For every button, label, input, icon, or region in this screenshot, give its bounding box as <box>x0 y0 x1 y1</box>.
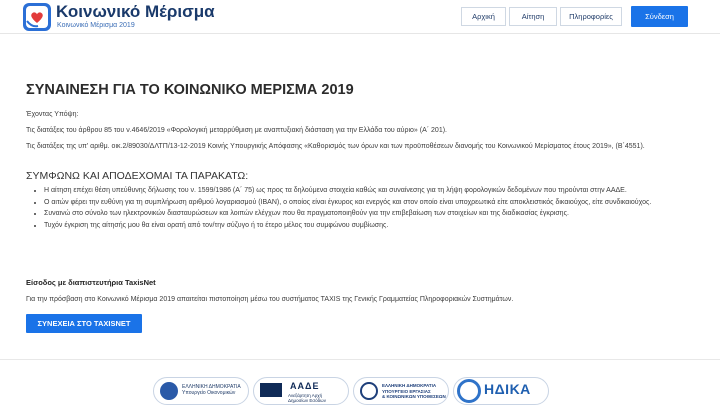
aade-sub-line1: Ανεξάρτητη Αρχή <box>288 393 323 398</box>
terms-list <box>26 186 694 232</box>
aade-mark-icon <box>260 383 282 397</box>
taxisnet-description: Για την πρόσβαση στο Κοινωνικό Μέρισμα 2019 απαιτείται πιστοποίηση μέσω του συστήματος TAXIS της Γενικής Γραμματείας Πληροφοριακών Συστημάτων. <box>26 296 514 303</box>
footer-divider <box>0 359 720 360</box>
continue-taxisnet-button[interactable]: ΣΥΝΕΧΕΙΑ ΣΤΟ TAXISNET <box>26 314 142 333</box>
logo1-line2: Υπουργείο Οικονομικών <box>182 390 236 396</box>
considering-label: Έχοντας Υπόψη: <box>26 111 79 118</box>
top-header <box>0 0 720 34</box>
terms-list-item: • Η αίτηση επέχει θέση υπεύθυνης δήλωσης του ν. 1599/1986 (Α΄ 75) ως προς τα δηλούμενα στοιχεία καθώς και συναίνεσης για τη λήψη φορολογικών δεδομένων που τηρούνται στην ΑΑΔΕ. <box>44 186 694 196</box>
ministry-finance-logo[interactable] <box>153 377 249 405</box>
logo1-line1: ΕΛΛΗΝΙΚΗ ΔΗΜΟΚΡΑΤΙΑ <box>182 384 241 390</box>
heart-hands-logo-icon[interactable] <box>22 2 52 32</box>
idika-logo[interactable] <box>453 377 549 405</box>
page-title: ΣΥΝΑΙΝΕΣΗ ΓΙΑ ΤΟ ΚΟΙΝΩΝΙΚΟ ΜΕΡΙΣΜΑ 2019 <box>26 82 354 98</box>
aade-subtitle <box>288 393 326 403</box>
ministry-labour-logo[interactable] <box>353 377 449 405</box>
greek-seal-icon <box>360 382 378 400</box>
nav-home-link[interactable]: Αρχική <box>461 7 506 26</box>
logo3-line2: ΥΠΟΥΡΓΕΙΟ ΕΡΓΑΣΙΑΣ <box>382 388 431 394</box>
logo1-text <box>182 384 241 396</box>
logo3-text <box>382 383 446 400</box>
agree-heading: ΣΥΜΦΩΝΩ ΚΑΙ ΑΠΟΔΕΧΟΜΑΙ ΤΑ ΠΑΡΑΚΑΤΩ: <box>26 170 249 182</box>
consent-section <box>26 82 694 328</box>
nav-info-link[interactable]: Πληροφορίες <box>560 7 622 26</box>
law-paragraph: Τις διατάξεις του άρθρου 85 του ν.4646/2019 «Φορολογική μεταρρύθμιση με αναπτυξιακή διάσταση για την Ελλάδα του αύριο» (Α΄ 201). <box>26 127 447 134</box>
aade-title: ΑΑΔΕ <box>290 381 320 391</box>
idika-ring-icon <box>457 379 481 403</box>
logo3-line1: ΕΛΛΗΝΙΚΗ ΔΗΜΟΚΡΑΤΙΑ <box>382 383 437 388</box>
idika-title: ΗΔΙΚΑ <box>484 381 531 397</box>
greek-emblem-icon <box>160 382 178 400</box>
logo3-line3: & ΚΟΙΝΩΝΙΚΩΝ ΥΠΟΘΕΣΕΩΝ <box>382 394 446 399</box>
nav-apply-link[interactable]: Αίτηση <box>509 7 557 26</box>
decision-paragraph: Τις διατάξεις της υπ' αριθμ. οικ.2/89030/ΔΛΤΠ/13-12-2019 Κοινής Υπουργικής Απόφασης «Καθορισμός των όρων και των προϋποθέσεων διανομής του Κοινωνικού Μερίσματος έτους 2019», (Β΄4551). <box>26 143 645 150</box>
aade-sub-line2: Δημοσίων Εσόδων <box>288 398 326 403</box>
brand-title[interactable]: Κοινωνικό Μέρισμα <box>56 2 215 21</box>
brand-subtitle: Κοινωνικό Μέρισμα 2019 <box>57 22 135 29</box>
terms-list-item: • Συναινώ στο σύνολο των ηλεκτρονικών διασταυρώσεων και λοιπών ελέγχων που θα πραγματοποιηθούν για την επιβεβαίωση των στοιχείων και της διαδικασίας έγκρισης. <box>44 209 694 219</box>
aade-logo[interactable] <box>253 377 349 405</box>
terms-list-item: • Τυχόν έγκριση της αίτησής μου θα είναι ορατή από τον/την σύζυγο ή το έτερο μέλος του συμφώνου συμβίωσης. <box>44 221 694 231</box>
terms-list-item: • Ο αιτών φέρει την ευθύνη για τη συμπλήρωση αριθμού λογαριασμού (IBAN), ο οποίος είναι έγκυρος και ενεργός και στον οποίο είναι υποχρεωτικά είτε αποκλειστικός δικαιούχος, είτε συνδικαιούχος. <box>44 198 694 208</box>
taxisnet-heading: Είσοδος με διαπιστευτήρια TaxisNet <box>26 278 156 287</box>
login-button[interactable]: Σύνδεση <box>631 6 688 27</box>
